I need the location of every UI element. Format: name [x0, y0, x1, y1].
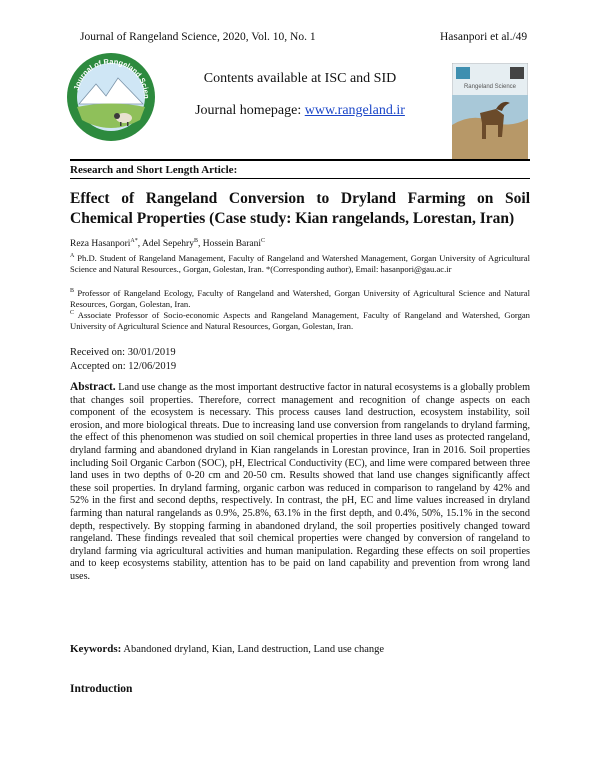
keywords-label: Keywords:: [70, 643, 122, 655]
affiliation-text: Associate Professor of Socio-economic Aspects and Rangeland Management, Faculty of Rangeland and Watershed, Gorgan University of Agricultural Science and Natural Resources, Gorgan, Golestan, Iran.: [70, 309, 530, 332]
keywords: [70, 643, 530, 655]
author-affiliation-mark: B: [193, 238, 198, 244]
affiliation-mark: B: [70, 288, 75, 294]
keywords-text: Abandoned dryland, Kian, Land destruction, Land use change: [121, 644, 385, 655]
homepage-label: Journal homepage:: [195, 103, 305, 118]
homepage-link[interactable]: www.rangeland.ir: [304, 103, 405, 118]
affiliation: [70, 308, 530, 333]
abstract-text: Land use change as the most important destructive factor in natural ecosystems is a globally problem that changes soil properties. Therefore, correct management and recognition of change aspects on each component of the ecosystem is necessary. This process causes land destruction, ecosystem instability, soil erosion, and more biological threats. Due to increasing land use conversion from rangelands to dryland farming, the effect of this phenomenon was studied on soil chemical properties in three land uses as protected rangeland, dryland farming and abandoned dryland in Kian rangelands in Lorestan province, Iran in 2016. Soil properties including Soil Organic Carbon (SOC), pH, Electrical Conductivity (EC), and lime were compared between three land uses in two depths of 0-20 cm and 20-50 cm. Results showed that land use changes significantly affect these soil properties. In dryland farming, organic carbon was reduced in comparison to rangeland by 42% and 52% in the first and second depths, respectively. In contrast, the pH, EC and lime values increased in dryland farming than natural rangelands as 0.9%, 25.8%, 63.1% in the first depth, and 0.4%, 50%, 15.1% in the second depth, respectively. By stopping farming in abandoned dryland, the soil properties positively changed toward rangeland. These findings revealed that soil chemical properties were changed by conversion of rangeland to dryland farming via agricultural activities and human manipulation. Regarding these effects on soil properties and to keep ecosystems stability, attention has to be paid on land capability and prevention from wrong land uses.: [70, 382, 530, 582]
running-header-journal: Journal of Rangeland Science, 2020, Vol. 10, No. 1: [80, 31, 316, 43]
author-separator: ,: [137, 239, 142, 250]
top-rule: [70, 159, 530, 161]
author-list: [70, 238, 530, 249]
abstract: [70, 381, 530, 584]
author-name: Adel Sepehry: [141, 239, 194, 250]
author-name: Reza Hasanpori: [70, 239, 131, 250]
abstract-label: Abstract.: [70, 381, 116, 393]
affiliation: [70, 251, 530, 276]
article-dates: [70, 346, 176, 374]
journal-cover-thumbnail: [452, 63, 528, 159]
section-heading-introduction: Introduction: [70, 683, 133, 695]
article-type: Research and Short Length Article:: [70, 164, 238, 176]
running-header-page: Hasanpori et al./49: [440, 31, 528, 43]
affiliation-mark: A: [70, 253, 75, 259]
contents-available-line: Contents available at ISC and SID: [203, 71, 397, 86]
accepted-date: Accepted on: 12/06/2019: [70, 361, 177, 372]
affiliation-text: Professor of Rangeland Ecology, Faculty of Rangeland and Watershed, Gorgan University of Agricultural Science and Natural Resources, Gorgan, Golestan, Iran.: [70, 287, 530, 310]
journal-logo: [66, 52, 156, 142]
article-title: Effect of Rangeland Conversion to Dryland Farming on Soil Chemical Properties (Case study: Kian rangelands, Lorestan, Iran): [70, 190, 530, 227]
author-affiliation-mark: C: [261, 238, 266, 244]
cover-title: Rangeland Science: [463, 84, 517, 90]
received-date: Received on: 30/01/2019: [70, 347, 176, 358]
author-name: Hossein Barani: [202, 239, 262, 250]
logo-ring-text: Journal of Rangeland Scien: [71, 56, 152, 99]
article-type-rule: [70, 178, 530, 179]
author-affiliation-mark: A*: [130, 238, 138, 244]
author-separator: ,: [197, 239, 203, 250]
affiliation-text: Ph.D. Student of Rangeland Management, Faculty of Rangeland and Watershed Management, Gorgan University of Agricultural Science and Natural Resources., Gorgan, Golestan, Iran. *(Corresponding author), Email: hasanpori@gau.ac.ir: [70, 252, 530, 275]
affiliation-mark: C: [70, 310, 75, 316]
